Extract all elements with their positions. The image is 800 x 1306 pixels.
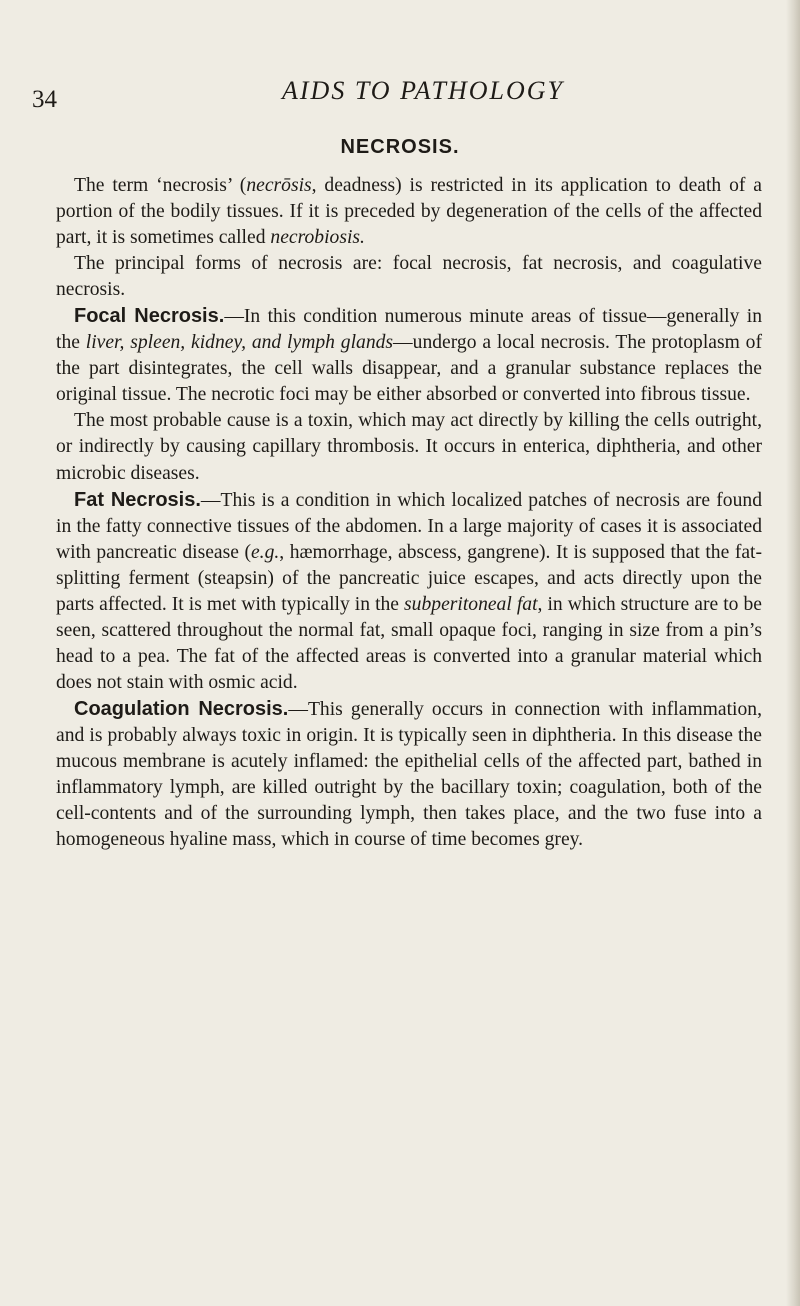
subsection-heading: Fat Necrosis. — [74, 488, 201, 511]
subsection-heading: Coagulation Necrosis. — [74, 697, 289, 720]
paragraph-text: —This generally occurs in connection with inflammation, and is probably always toxic in origin. It is typically seen in diphtheria. In this disease the mucous membrane is acutely inflamed: the epithelial cells of the affected part, bathed in inflammatory lymph, are killed outright by the bacillary toxin; coagulation, both of the cell-contents and of the surrounding lymph, then takes place, and the two fuse into a homogeneous hyaline mass, which in course of time becomes grey. — [56, 698, 762, 851]
paragraph — [56, 173, 762, 251]
running-title: AIDS TO PATHOLOGY — [282, 76, 565, 105]
paragraph-text: —In this condition numerous minute areas of tissue—generally in the — [56, 306, 763, 354]
paragraph-text: The most probable cause is a toxin, which may act directly by killing the cells outright, or indirectly by causing capillary thrombosis. It occurs in enterica, diphtheria, and other microbic diseases. — [56, 410, 762, 484]
paragraph — [56, 408, 762, 486]
paragraph-text: , hæmorrhage, abscess, gangrene). It is supposed that the fat-splitting ferment (steapsin) of the pancreatic juice escapes, and acts directly upon the parts affected. It is met with typically in the — [56, 541, 763, 615]
running-head — [32, 76, 752, 116]
italic-text: subperitoneal fat — [404, 593, 538, 615]
paragraph — [56, 487, 762, 696]
italic-text: necrobiosis. — [270, 227, 365, 249]
paragraph — [56, 303, 762, 408]
italic-text: necrōsis — [246, 175, 312, 196]
section-heading: NECROSIS. — [340, 136, 460, 158]
paragraph-text: , deadness) is restricted in its application to death of a portion of the bodily tissues. If it is preceded by degeneration of the cells of the affected part, it is sometimes called — [56, 175, 762, 249]
paragraph-text: —This is a condition in which localized patches of necrosis are found in the fatty connective tissues of the abdomen. In a large majority of cases it is associated with pancreatic disease ( — [56, 489, 762, 563]
page-number: 34 — [32, 86, 57, 113]
italic-text: liver, spleen, kidney, and lymph glands — [85, 332, 394, 354]
subsection-heading: Focal Necrosis. — [74, 305, 225, 328]
paragraph-text: —undergo a local necrosis. The protoplasm of the part disintegrates, the cell walls disappear, and a granular substance replaces the original tissue. The necrotic foci may be either absorbed or converted into fibrous tissue. — [56, 332, 762, 406]
body-text — [56, 173, 762, 853]
paragraph — [56, 251, 762, 303]
italic-text: e.g. — [250, 541, 280, 563]
paragraph-text: , in which structure are to be seen, scattered throughout the normal fat, small opaque foci, ranging in size from a pin’s head to a pea. The fat of the affected areas is converted into a granular material which does not stain with osmic acid. — [56, 593, 762, 693]
paragraph-text: The term ‘necrosis’ ( — [74, 175, 247, 196]
paragraph-text: The principal forms of necrosis are: focal necrosis, fat necrosis, and coagulative necrosis. — [56, 253, 762, 301]
page-edge-shadow — [786, 0, 800, 1306]
paragraph — [56, 696, 762, 853]
